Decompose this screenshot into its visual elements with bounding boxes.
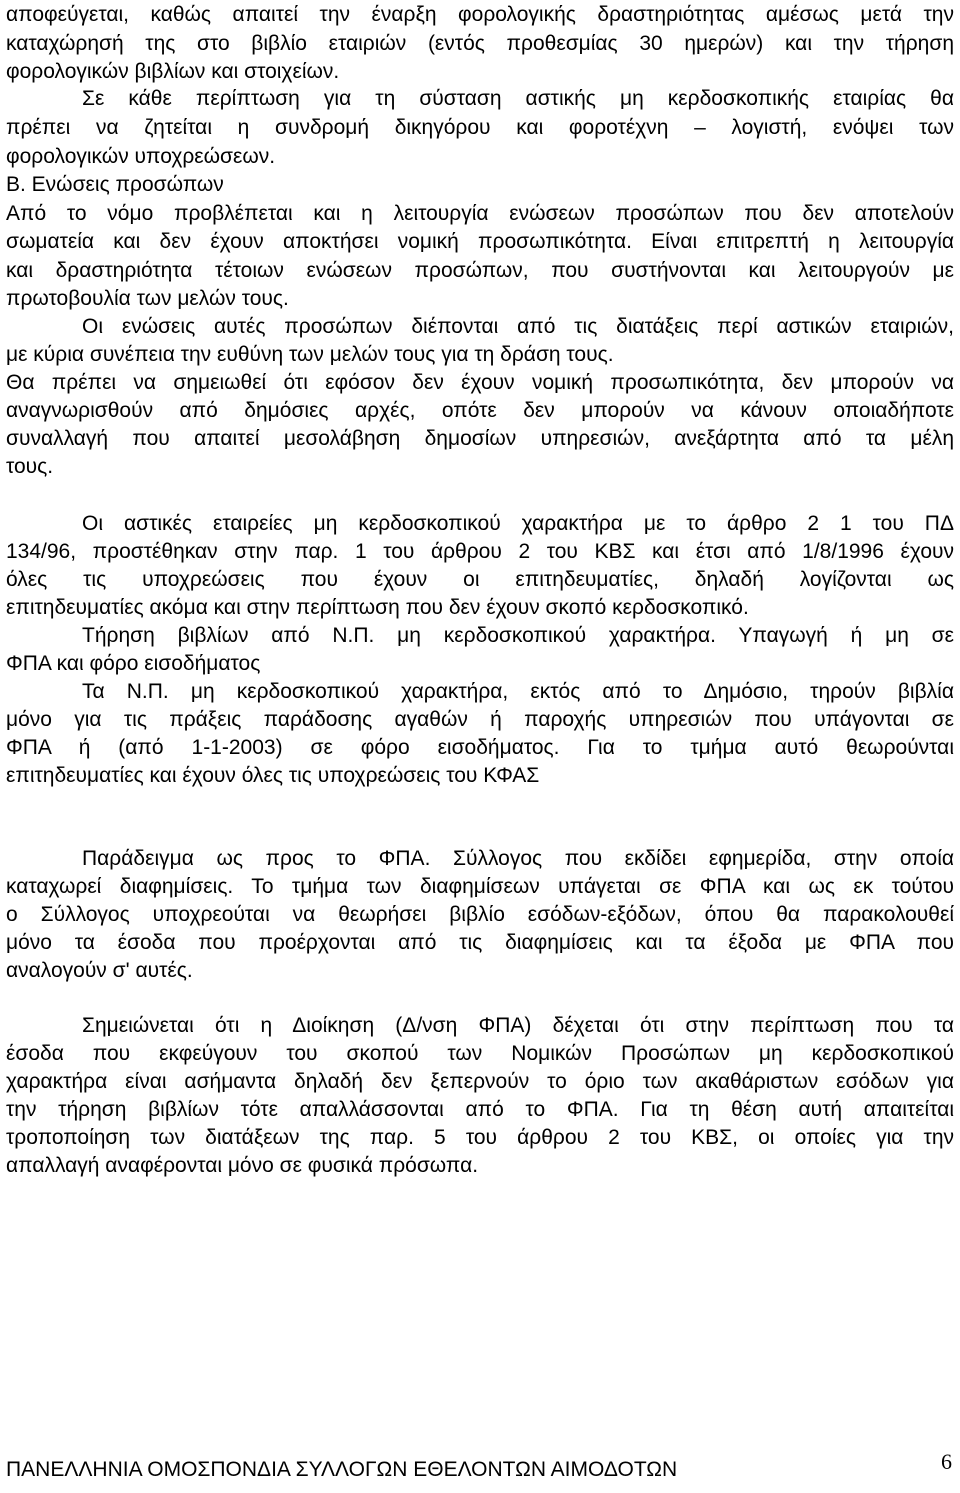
text-line: επιτηδευματίες ακόμα και στην περίπτωση που δεν έχουν σκοπό κερδοσκοπικό. [6,596,749,619]
text-line: ο Σύλλογος υποχρεούται να θεωρήσει βιβλίο εσόδων-εξόδων, όπου θα παρακολουθεί [6,903,954,926]
page-number: 6 [941,1449,952,1474]
text-line: μόνο τα έσοδα που προέρχονται από τις διαφημίσεις και τα έξοδα με ΦΠΑ που [6,931,954,954]
text-line: Παράδειγμα ως προς το ΦΠΑ. Σύλλογος που εκδίδει εφημερίδα, στην οποία [82,847,954,870]
text-line: Τα Ν.Π. μη κερδοσκοπικού χαρακτήρα, εκτός από το Δημόσιο, τηρούν βιβλία [82,680,954,703]
text-line: επιτηδευματίες και έχουν όλες τις υποχρεώσεις του ΚΦΑΣ [6,764,540,787]
text-line: Τήρηση βιβλίων από Ν.Π. μη κερδοσκοπικού χαρακτήρα. Υπαγωγή ή μη σε [82,624,954,647]
text-line: Οι ενώσεις αυτές προσώπων διέπονται από τις διατάξεις περί αστικών εταιριών, [82,315,954,338]
text-line: και δραστηριότητα τέτοιων ενώσεων προσώπων, που συστήνονται και λειτουργούν με [6,259,954,282]
text-line: Από το νόμο προβλέπεται και η λειτουργία ενώσεων προσώπων που δεν αποτελούν [6,202,954,225]
text-line: πρωτοβουλία των μελών τους. [6,287,289,310]
text-line: καταχωρεί διαφημίσεις. Το τμήμα των διαφημίσεων υπάγεται σε ΦΠΑ και ως εκ τούτου [6,875,954,898]
text-line: χαρακτήρα είναι ασήμαντα δηλαδή δεν ξεπερνούν το όριο των ακαθάριστων εσόδων για [6,1070,954,1093]
text-line: αποφεύγεται, καθώς απαιτεί την έναρξη φορολογικής δραστηριότητας αμέσως μετά την [6,3,954,26]
text-line: φορολογικών υποχρεώσεων. [6,145,276,168]
text-line: τροποποίηση των διατάξεων της παρ. 5 του άρθρου 2 του ΚΒΣ, οι οποίες για την [6,1126,954,1149]
text-line: ΦΠΑ και φόρο εισοδήματος [6,652,261,675]
text-line: καταχώρησή της στο βιβλίο εταιριών (εντός προθεσμίας 30 ημερών) και την τήρηση [6,32,954,55]
text-line: αναγνωρισθούν από δημόσιες αρχές, οπότε δεν μπορούν να κάνουν οποιαδήποτε [6,399,954,422]
section-heading: Β. Ενώσεις προσώπων [6,173,224,196]
text-line: έσοδα που εκφεύγουν του σκοπού των Νομικών Προσώπων μη κερδοσκοπικού [6,1042,954,1065]
text-line: συναλλαγή που απαιτεί μεσολάβηση δημοσίων υπηρεσιών, ανεξάρτητα από τα μέλη [6,427,954,450]
text-line: αναλογούν σ' αυτές. [6,959,193,982]
text-line: 134/96, προστέθηκαν στην παρ. 1 του άρθρου 2 του ΚΒΣ και έτσι από 1/8/1996 έχουν [6,540,954,563]
text-line: φορολογικών βιβλίων και στοιχείων. [6,60,340,83]
text-line: με κύρια συνέπεια την ευθύνη των μελών τους για τη δράση τους. [6,343,614,366]
text-line: Οι αστικές εταιρείες μη κερδοσκοπικού χαρακτήρα με το άρθρο 2 1 του ΠΔ [82,512,954,535]
text-line: ΦΠΑ ή (από 1-1-2003) σε φόρο εισοδήματος. Για το τμήμα αυτό θεωρούνται [6,736,954,759]
text-line: πρέπει να ζητείται η συνδρομή δικηγόρου και φοροτέχνη – λογιστή, ενόψει των [6,116,954,139]
text-line: απαλλαγή αναφέρονται μόνο σε φυσικά πρόσωπα. [6,1154,479,1177]
text-line: μόνο για τις πράξεις παράδοσης αγαθών ή παροχής υπηρεσιών που υπάγονται σε [6,708,954,731]
footer-title: ΠΑΝΕΛΛΗΝΙΑ ΟΜΟΣΠΟΝΔΙΑ ΣΥΛΛΟΓΩΝ ΕΘΕΛΟΝΤΩΝ ΑΙΜΟΔΟΤΩΝ [6,1458,678,1481]
text-line: Θα πρέπει να σημειωθεί ότι εφόσον δεν έχουν νομική προσωπικότητα, δεν μπορούν να [6,371,954,394]
text-line: όλες τις υποχρεώσεις που έχουν οι επιτηδευματίες, δηλαδή λογίζονται ως [6,568,954,591]
text-line: Σε κάθε περίπτωση για τη σύσταση αστικής μη κερδοσκοπικής εταιρίας θα [82,87,954,110]
text-line: την τήρηση βιβλίων τότε απαλλάσσονται από το ΦΠΑ. Για τη θέση αυτή απαιτείται [6,1098,954,1121]
text-line: τους. [6,455,54,478]
text-line: Σημειώνεται ότι η Διοίκηση (Δ/νση ΦΠΑ) δέχεται ότι στην περίπτωση που τα [82,1014,954,1037]
text-line: σωματεία και δεν έχουν αποκτήσει νομική προσωπικότητα. Είναι επιτρεπτή η λειτουργία [6,230,954,253]
